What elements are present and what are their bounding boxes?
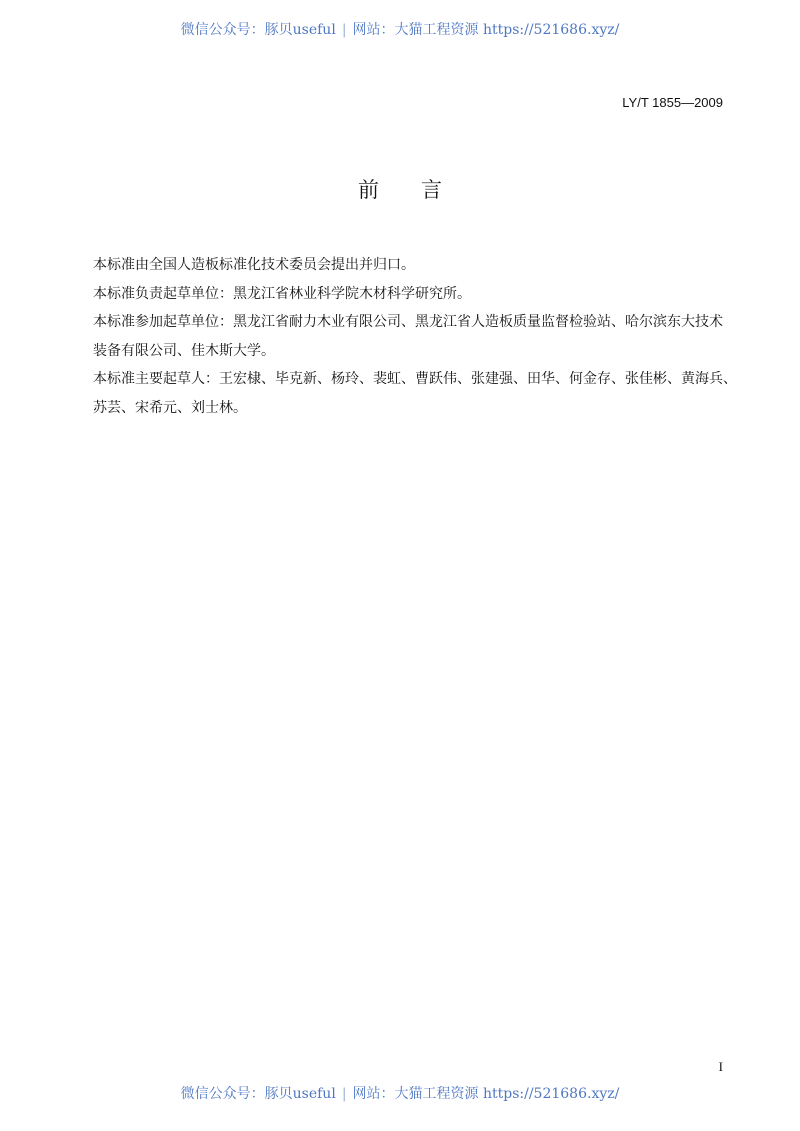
page-number: I xyxy=(718,1059,723,1074)
paragraph-line: 苏芸、宋希元、刘士林。 xyxy=(93,399,247,416)
paragraph-line: 本标准负责起草单位：黑龙江省林业科学院木材科学研究所。 xyxy=(93,285,471,302)
page-title xyxy=(0,174,800,204)
watermark-website: 网站：大猫工程资源 https://521686.xyz/ xyxy=(352,1086,620,1102)
foreword-body xyxy=(93,251,737,423)
watermark-banner-top xyxy=(0,19,800,39)
title-char: 言 xyxy=(421,178,442,202)
paragraph-line: 本标准由全国人造板标准化技术委员会提出并归口。 xyxy=(93,257,415,273)
watermark-separator: | xyxy=(341,22,347,38)
watermark-banner-bottom xyxy=(0,1083,800,1103)
watermark-wechat: 微信公众号：豚贝useful xyxy=(180,1086,336,1102)
standard-number: LY/T 1855—2009 xyxy=(622,95,723,110)
watermark-separator: | xyxy=(341,1086,347,1102)
title-char: 前 xyxy=(358,178,379,202)
watermark-website: 网站：大猫工程资源 https://521686.xyz/ xyxy=(352,22,620,38)
paragraph-line: 本标准主要起草人：王宏棣、毕克新、杨玲、裴虹、曹跃伟、张建强、田华、何金存、张佳彬、黄海兵、 xyxy=(93,371,737,388)
watermark-wechat: 微信公众号：豚贝useful xyxy=(180,22,336,38)
paragraph-line: 装备有限公司、佳木斯大学。 xyxy=(93,342,275,359)
paragraph-line: 本标准参加起草单位：黑龙江省耐力木业有限公司、黑龙江省人造板质量监督检验站、哈尔滨东大技术 xyxy=(93,314,723,331)
